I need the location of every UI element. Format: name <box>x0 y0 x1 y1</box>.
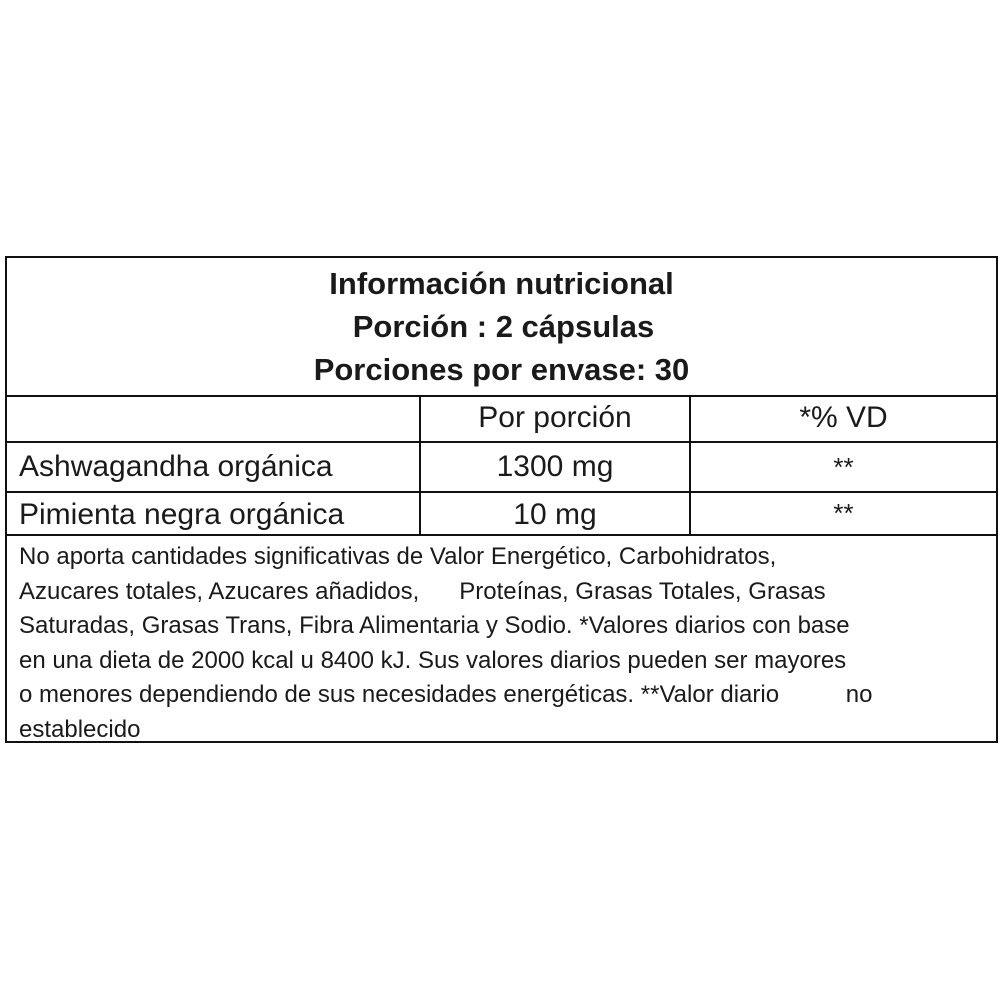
nutrient-name: Pimienta negra orgánica <box>19 498 345 531</box>
nutrient-amount: 1300 mg <box>496 450 614 483</box>
row-divider <box>7 491 996 493</box>
header-divider <box>7 395 996 397</box>
footnote <box>19 540 989 747</box>
footnote-line: en una dieta de 2000 kcal u 8400 kJ. Sus valores diarios pueden ser mayores <box>19 646 847 674</box>
serving-size: Porción : 2 cápsulas <box>352 309 655 344</box>
nutrient-dv: ** <box>833 498 854 528</box>
column-header-divider <box>7 441 996 443</box>
column-header-per-serving: Por porción <box>478 401 632 434</box>
table-bottom-divider <box>7 534 996 536</box>
label-title: Información nutricional <box>329 266 674 301</box>
column-header-dv: *% VD <box>799 401 888 434</box>
footnote-line: establecido <box>19 715 141 743</box>
nutrient-amount: 10 mg <box>513 498 597 531</box>
servings-per-container: Porciones por envase: 30 <box>313 352 690 387</box>
footnote-line: No aporta cantidades significativas de Valor Energético, Carbohidratos, <box>19 543 777 570</box>
nutrient-name: Ashwagandha orgánica <box>19 450 333 483</box>
label-header <box>7 258 996 396</box>
nutrient-dv: ** <box>833 452 854 482</box>
footnote-line: Azucares totales, Azucares añadidos, Proteínas, Grasas Totales, Grasas <box>19 577 826 605</box>
footnote-line: Saturadas, Grasas Trans, Fibra Alimentaria y Sodio. *Valores diarios con base <box>19 612 850 639</box>
nutrition-facts-label <box>5 256 998 743</box>
footnote-line: o menores dependiendo de sus necesidades energéticas. **Valor diario no <box>19 681 873 708</box>
